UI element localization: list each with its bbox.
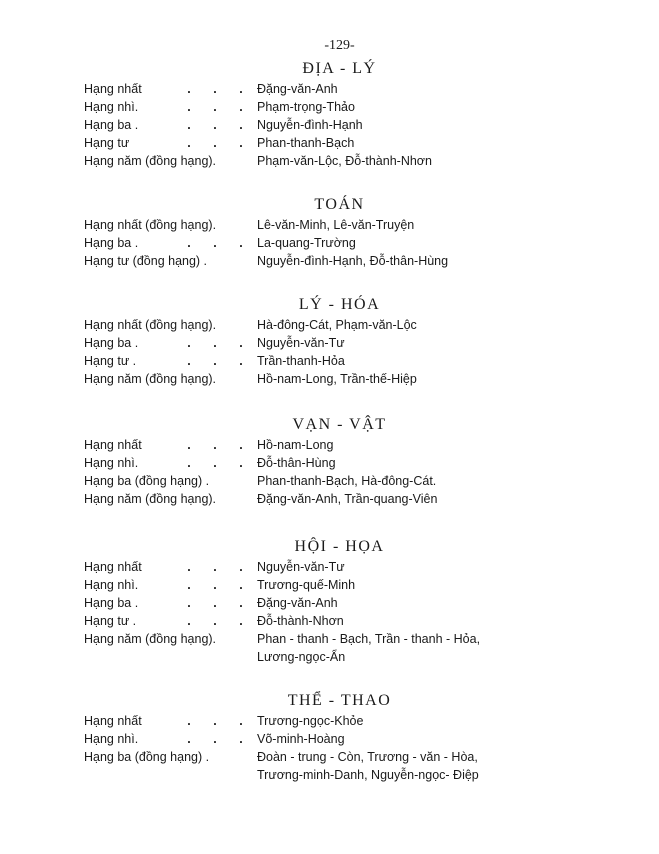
result-row — [0, 316, 659, 334]
result-row — [0, 490, 659, 508]
section-4 — [0, 536, 659, 666]
rank-label: Hạng tư . — [84, 614, 137, 628]
names-line: Nguyễn-văn-Tư — [257, 560, 345, 574]
leader-dots: . . . — [187, 732, 243, 746]
names-line: Đặng-văn-Anh, Trần-quang-Viên — [257, 492, 438, 506]
names-line: Nguyễn-đình-Hạnh — [257, 118, 363, 132]
rank-label: Hạng năm (đồng hạng). — [84, 372, 217, 386]
names-line: Đặng-văn-Anh — [257, 82, 338, 96]
rank-label: Hạng nhất — [84, 438, 142, 452]
names-line: Nguyễn-đình-Hạnh, Đỗ-thân-Hùng — [257, 254, 449, 268]
student-names — [257, 558, 345, 576]
result-row — [0, 352, 659, 370]
rank-label: Hạng năm (đồng hạng). — [84, 492, 217, 506]
rank-label: Hạng nhì. — [84, 578, 139, 592]
rank-label: Hạng ba (đồng hạng) . — [84, 750, 210, 764]
names-line: Võ-minh-Hoàng — [257, 732, 345, 746]
leader-dots: . . . — [187, 336, 243, 350]
result-row — [0, 334, 659, 352]
section-title: HỘI - HỌA — [294, 538, 385, 555]
student-names — [257, 152, 432, 170]
rank-label: Hạng tư (đồng hạng) . — [84, 254, 208, 268]
section-0 — [0, 58, 659, 170]
rank-label: Hạng nhì. — [84, 456, 139, 470]
rank-label: Hạng nhất — [84, 82, 142, 96]
result-row — [0, 134, 659, 152]
student-names — [257, 712, 363, 730]
result-row — [0, 730, 659, 748]
result-row — [0, 234, 659, 252]
section-2 — [0, 294, 659, 388]
leader-dots: . . . — [187, 354, 243, 368]
names-line: Trương-quế-Minh — [257, 578, 356, 592]
result-row — [0, 252, 659, 270]
result-row — [0, 98, 659, 116]
student-names — [257, 234, 356, 252]
student-names — [257, 134, 354, 152]
rank-label: Hạng nhì. — [84, 732, 139, 746]
names-line: Đoàn - trung - Còn, Trương - văn - Hòa, — [257, 750, 478, 764]
rank-label: Hạng nhất — [84, 714, 142, 728]
result-row — [0, 712, 659, 730]
leader-dots: . . . — [187, 456, 243, 470]
student-names — [257, 436, 333, 454]
result-row — [0, 748, 659, 784]
leader-dots: . . . — [187, 100, 243, 114]
student-names — [257, 576, 355, 594]
section-5 — [0, 690, 659, 784]
result-row — [0, 594, 659, 612]
student-names — [257, 316, 417, 334]
rank-label: Hạng ba . — [84, 596, 139, 610]
names-line: Đỗ-thành-Nhơn — [257, 614, 344, 628]
student-names — [257, 80, 338, 98]
rank-label: Hạng ba (đồng hạng) . — [84, 474, 210, 488]
rank-label: Hạng ba . — [84, 336, 139, 350]
rank-label: Hạng ba . — [84, 118, 139, 132]
names-line: Phan-thanh-Bạch — [257, 136, 355, 150]
leader-dots: . . . — [187, 614, 243, 628]
result-row — [0, 80, 659, 98]
names-line: Trương-ngọc-Khỏe — [257, 714, 364, 728]
names-line: Phan - thanh - Bạch, Trần - thanh - Hỏa, — [257, 632, 481, 646]
names-line: Hồ-nam-Long — [257, 438, 334, 452]
leader-dots: . . . — [187, 82, 243, 96]
names-line: Phạm-trọng-Thảo — [257, 100, 355, 114]
student-names — [257, 116, 363, 134]
rank-label: Hạng nhất (đồng hạng). — [84, 318, 217, 332]
names-line-continued: Lương-ngọc-Ẩn — [257, 650, 346, 664]
leader-dots: . . . — [187, 438, 243, 452]
result-row — [0, 576, 659, 594]
section-title: VẠN - VẬT — [292, 416, 387, 433]
student-names — [257, 490, 437, 508]
student-names — [257, 352, 345, 370]
names-line: Trần-thanh-Hỏa — [257, 354, 345, 368]
student-names — [257, 216, 414, 234]
leader-dots: . . . — [187, 578, 243, 592]
leader-dots: . . . — [187, 118, 243, 132]
names-line: La-quang-Trường — [257, 236, 356, 250]
leader-dots: . . . — [187, 714, 243, 728]
student-names — [257, 454, 336, 472]
student-names — [257, 370, 417, 388]
result-row — [0, 436, 659, 454]
names-line: Đỗ-thân-Hùng — [257, 456, 336, 470]
page-number: -129- — [324, 38, 355, 53]
result-row — [0, 472, 659, 490]
student-names — [257, 472, 436, 490]
result-row — [0, 152, 659, 170]
names-line: Nguyễn-văn-Tư — [257, 336, 345, 350]
names-line: Hồ-nam-Long, Trần-thế-Hiệp — [257, 372, 417, 386]
rank-label: Hạng năm (đồng hạng). — [84, 154, 217, 168]
result-row — [0, 370, 659, 388]
names-line: Phan-thanh-Bạch, Hà-đông-Cát. — [257, 474, 437, 488]
rank-label: Hạng nhất (đồng hạng). — [84, 218, 217, 232]
result-row — [0, 454, 659, 472]
student-names — [257, 730, 345, 748]
student-names — [257, 630, 480, 666]
section-title: THỂ - THAO — [287, 692, 392, 709]
rank-label: Hạng nhì. — [84, 100, 139, 114]
rank-label: Hạng nhất — [84, 560, 142, 574]
student-names — [257, 748, 479, 784]
section-title: LÝ - HÓA — [298, 296, 381, 313]
result-row — [0, 612, 659, 630]
student-names — [257, 594, 338, 612]
section-title: ĐỊA - LÝ — [302, 60, 377, 77]
section-title: TOÁN — [314, 196, 365, 213]
names-line: Hà-đông-Cát, Phạm-văn-Lộc — [257, 318, 417, 332]
section-1 — [0, 194, 659, 270]
result-row — [0, 630, 659, 666]
rank-label: Hạng ba . — [84, 236, 139, 250]
names-line: Phạm-văn-Lộc, Đỗ-thành-Nhơn — [257, 154, 432, 168]
rank-label: Hạng năm (đồng hạng). — [84, 632, 217, 646]
student-names — [257, 334, 345, 352]
names-line: Lê-văn-Minh, Lê-văn-Truyện — [257, 218, 415, 232]
names-line: Đặng-văn-Anh — [257, 596, 338, 610]
leader-dots: . . . — [187, 560, 243, 574]
names-line-continued: Trương-minh-Danh, Nguyễn-ngọc- Điệp — [257, 768, 479, 782]
result-row — [0, 116, 659, 134]
student-names — [257, 98, 355, 116]
result-row — [0, 216, 659, 234]
result-row — [0, 558, 659, 576]
rank-label: Hạng tư — [84, 136, 130, 150]
student-names — [257, 252, 448, 270]
leader-dots: . . . — [187, 236, 243, 250]
leader-dots: . . . — [187, 136, 243, 150]
section-3 — [0, 414, 659, 508]
rank-label: Hạng tư . — [84, 354, 137, 368]
leader-dots: . . . — [187, 596, 243, 610]
student-names — [257, 612, 344, 630]
